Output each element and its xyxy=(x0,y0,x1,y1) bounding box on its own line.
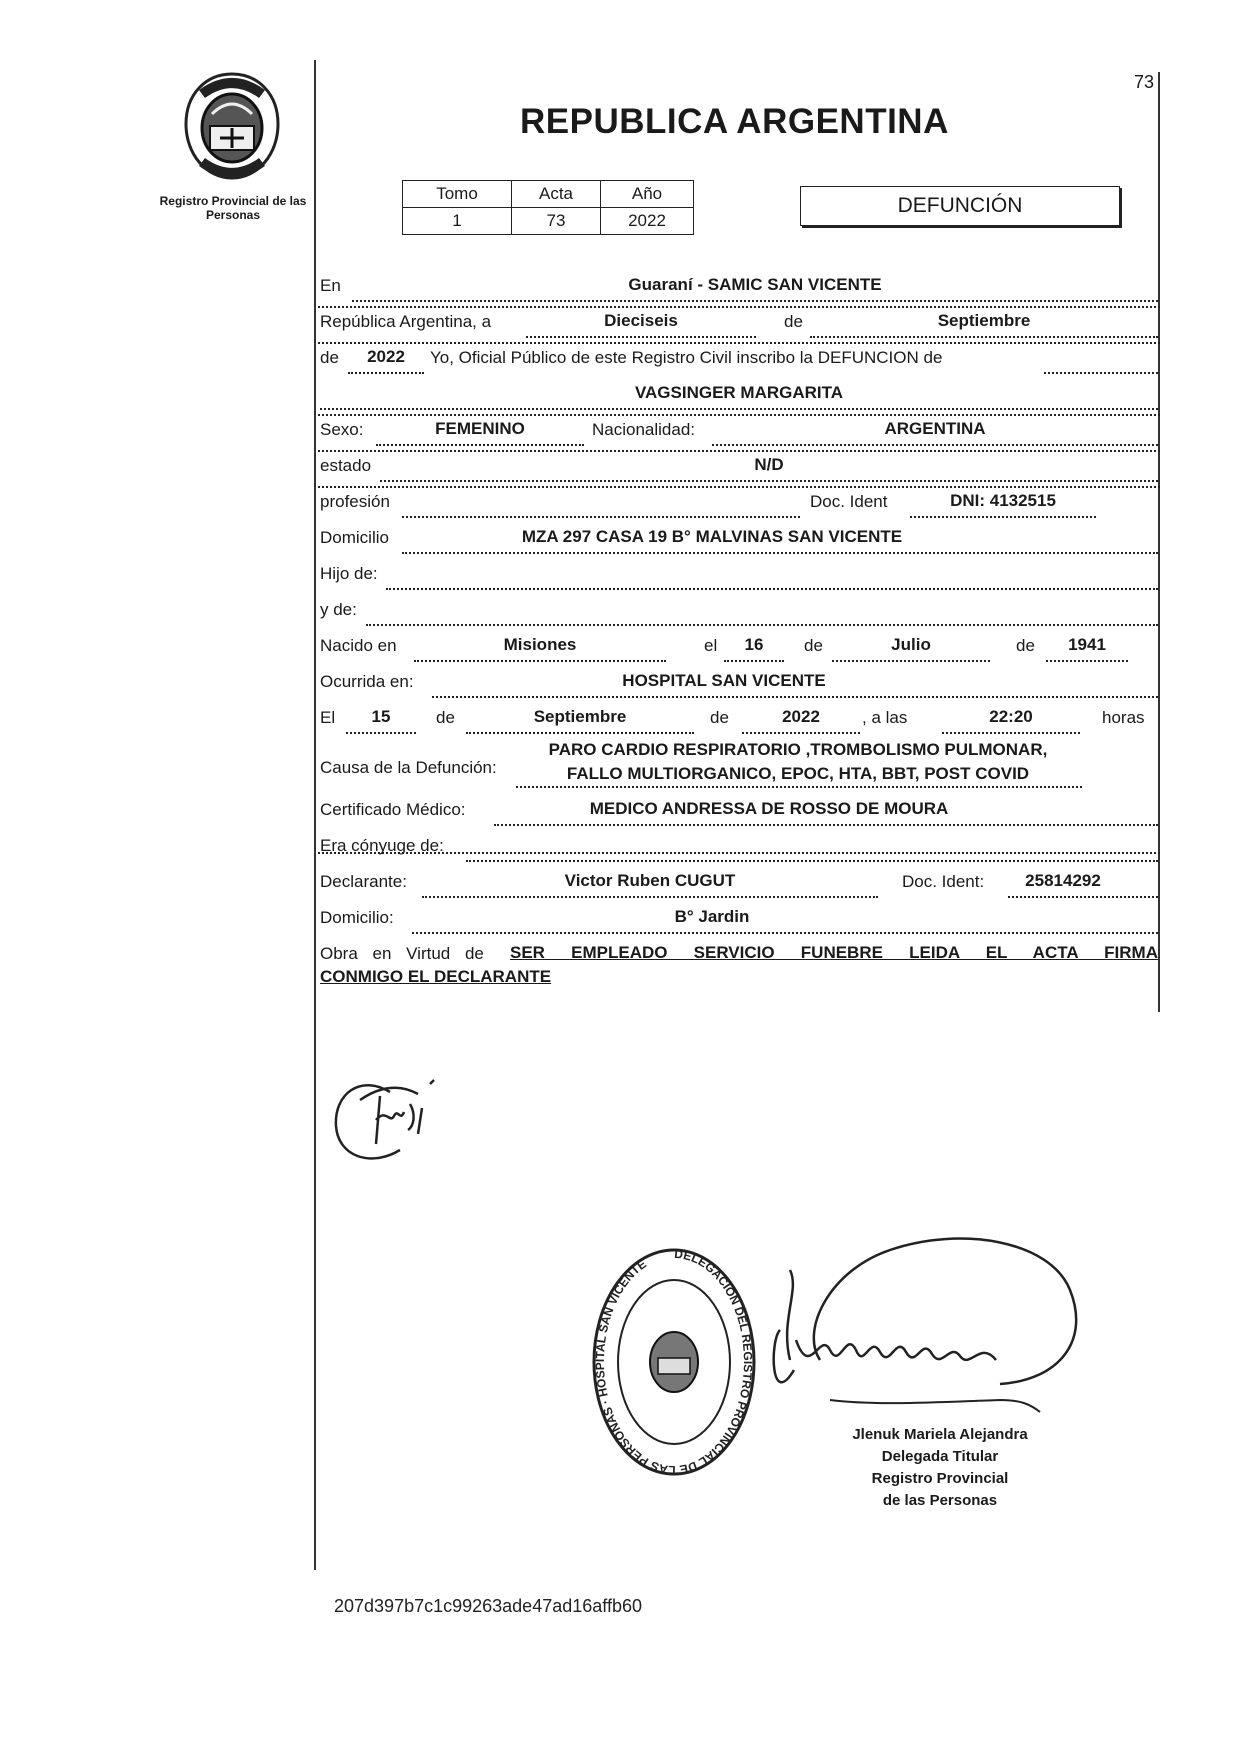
label-domicilio2: Domicilio: xyxy=(320,908,394,927)
value-obra-line1: SER EMPLEADO SERVICIO FUNEBRE LEIDA EL ACTA FIRMA xyxy=(510,943,1158,962)
row-place xyxy=(318,270,1160,306)
row-domicilio xyxy=(318,522,1160,558)
row-nacido xyxy=(318,630,1160,666)
value-causa-line1: PARO CARDIO RESPIRATORIO ,TROMBOLISMO PULMONAR, xyxy=(548,740,1048,759)
label-hijo: Hijo de: xyxy=(320,564,378,583)
value-place: Guaraní - SAMIC SAN VICENTE xyxy=(628,275,882,294)
label-doc-ident: Doc. Ident xyxy=(810,492,888,511)
official-seal-stamp xyxy=(586,1240,762,1476)
value-day: Dieciseis xyxy=(604,311,678,330)
acta-header: Acta xyxy=(512,181,601,208)
value-nacionalidad: ARGENTINA xyxy=(884,419,986,438)
label-de-year: de xyxy=(320,348,339,367)
value-declarante: Victor Ruben CUGUT xyxy=(564,871,736,890)
row-name xyxy=(318,378,1160,414)
label-sexo: Sexo: xyxy=(320,420,364,439)
row-profesion xyxy=(318,486,1160,522)
label-horas: horas xyxy=(1102,708,1145,727)
value-death-year: 2022 xyxy=(782,707,820,726)
row-obra xyxy=(318,938,1160,998)
label-nacionalidad: Nacionalidad: xyxy=(592,420,696,439)
value-dni: DNI: 4132515 xyxy=(950,491,1056,510)
value-causa-line2: FALLO MULTIORGANICO, EPOC, HTA, BBT, POST COVID xyxy=(566,764,1030,783)
record-kind: DEFUNCIÓN xyxy=(897,194,1023,217)
label-de-death: de xyxy=(436,708,455,727)
page-number: 73 xyxy=(1134,72,1155,92)
label-declarante: Declarante: xyxy=(320,872,407,891)
row-ocurrida xyxy=(318,666,1160,702)
document-hash: 207d397b7c1c99263ade47ad16affb60 xyxy=(334,1596,642,1616)
row-declarante xyxy=(318,866,1160,902)
value-certificado: MEDICO ANDRESSA DE ROSSO DE MOURA xyxy=(589,799,949,818)
label-causa: Causa de la Defunción: xyxy=(320,758,497,777)
label-el: el xyxy=(704,636,718,655)
delegate-office-line1: Registro Provincial xyxy=(871,1470,1009,1487)
value-sexo: FEMENINO xyxy=(435,419,525,438)
label-en: En xyxy=(320,276,341,295)
label-estado: estado xyxy=(320,456,372,475)
label-republica: República Argentina, a xyxy=(320,312,492,331)
label-yde: y de: xyxy=(320,600,357,619)
declarant-signature xyxy=(330,1064,450,1174)
record-table xyxy=(402,180,694,235)
anio-header: Año xyxy=(601,181,694,208)
row-hijo xyxy=(318,558,1160,594)
row-causa xyxy=(318,738,1160,794)
label-doc-ident2: Doc. Ident: xyxy=(902,872,985,891)
value-birth-year: 1941 xyxy=(1068,635,1106,654)
value-obra-line2: CONMIGO EL DECLARANTE xyxy=(320,967,552,986)
value-birth-day: 16 xyxy=(744,635,764,654)
value-declarante-doc: 25814292 xyxy=(1025,871,1101,890)
label-nacido: Nacido en xyxy=(320,636,397,655)
delegate-office-line2: de las Personas xyxy=(882,1492,998,1509)
label-obra: Obra en Virtud de xyxy=(320,944,484,963)
value-deceased-name: VAGSINGER MARGARITA xyxy=(634,383,844,402)
row-date xyxy=(318,306,1160,342)
tomo-value: 1 xyxy=(403,208,512,235)
label-de: de xyxy=(784,312,803,331)
delegate-signature xyxy=(760,1210,1100,1430)
row-death-date xyxy=(318,702,1160,738)
value-month: Septiembre xyxy=(937,311,1031,330)
label-de-birth: de xyxy=(804,636,823,655)
statement-text: Yo, Oficial Público de este Registro Civil inscribo la DEFUNCION de xyxy=(430,348,943,367)
left-margin-line xyxy=(314,60,316,1570)
row-certificado xyxy=(318,794,1160,830)
provincial-crest-logo xyxy=(180,68,284,184)
label-ocurrida: Ocurrida en: xyxy=(320,672,414,691)
row-conyuge xyxy=(318,830,1160,866)
value-death-day: 15 xyxy=(371,707,391,726)
row-yde xyxy=(318,594,1160,630)
label-certificado: Certificado Médico: xyxy=(320,800,466,819)
row-estado xyxy=(318,450,1160,486)
value-nacido-en: Misiones xyxy=(503,635,577,654)
value-domicilio: MZA 297 CASA 19 B° MALVINAS SAN VICENTE xyxy=(521,527,903,546)
value-estado: N/D xyxy=(754,455,784,474)
acta-value: 73 xyxy=(512,208,601,235)
row-sexo xyxy=(318,414,1160,450)
label-domicilio: Domicilio xyxy=(320,528,389,547)
label-El: El xyxy=(320,708,336,727)
tomo-header: Tomo xyxy=(403,181,512,208)
value-ocurrida-en: HOSPITAL SAN VICENTE xyxy=(622,671,826,690)
value-death-time: 22:20 xyxy=(989,707,1033,726)
label-a-las: , a las xyxy=(862,708,908,727)
record-kind-box xyxy=(800,186,1120,226)
value-death-month: Septiembre xyxy=(533,707,627,726)
value-domicilio2: B° Jardin xyxy=(674,907,750,926)
seal-text: DELEGACION DEL REGISTRO PROVINCIAL DE LAS PERSONAS · HOSPITAL SAN VICENTE xyxy=(592,1246,756,1476)
label-conyuge: Era cónyuge de: xyxy=(320,836,444,855)
death-record-form xyxy=(318,270,1160,998)
row-domicilio2 xyxy=(318,902,1160,938)
delegate-name: Jlenuk Mariela Alejandra xyxy=(852,1426,1028,1443)
document-title: REPUBLICA ARGENTINA xyxy=(520,102,949,141)
label-profesion: profesión xyxy=(320,492,390,511)
label-de-birth-year: de xyxy=(1016,636,1035,655)
delegate-title: Delegada Titular xyxy=(881,1448,999,1465)
registry-name: Registro Provincial de las Personas xyxy=(159,194,307,222)
row-statement xyxy=(318,342,1160,378)
value-year: 2022 xyxy=(367,347,405,366)
label-de-death-year: de xyxy=(710,708,729,727)
delegate-block xyxy=(820,1424,1060,1512)
value-birth-month: Julio xyxy=(891,635,931,654)
anio-value: 2022 xyxy=(601,208,694,235)
